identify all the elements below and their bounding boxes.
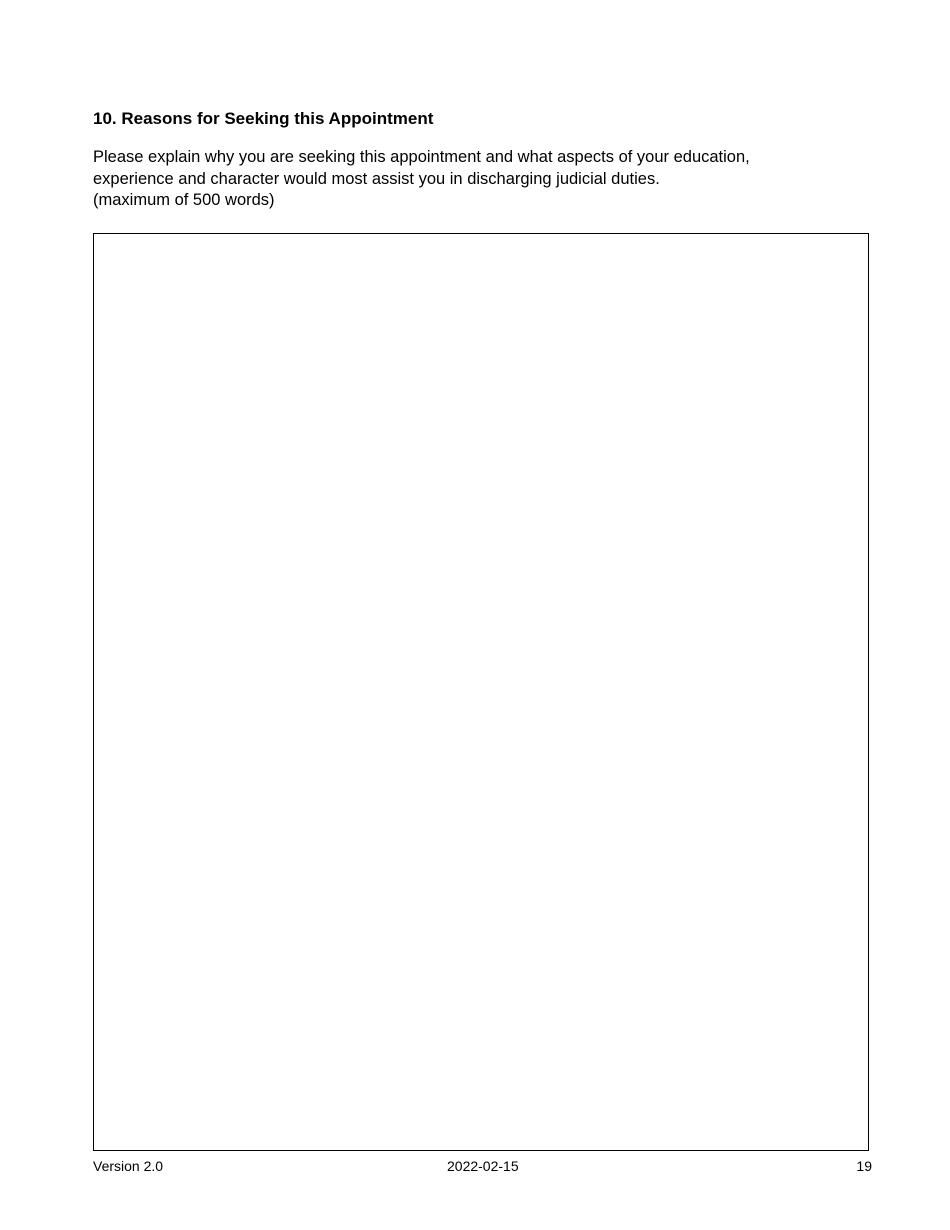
reasons-answer-field[interactable] (93, 233, 869, 1151)
instructions-line-2: experience and character would most assist you in discharging judicial duties. (93, 169, 660, 188)
section-instructions (93, 147, 853, 212)
footer-version: Version 2.0 (93, 1158, 164, 1174)
footer-page-number: 19 (856, 1158, 872, 1174)
instructions-line-1: Please explain why you are seeking this appointment and what aspects of your education, (93, 148, 750, 166)
footer-date: 2022-02-15 (447, 1158, 519, 1174)
instructions-line-3: (maximum of 500 words) (93, 191, 275, 209)
section-heading: 10. Reasons for Seeking this Appointment (93, 109, 434, 128)
